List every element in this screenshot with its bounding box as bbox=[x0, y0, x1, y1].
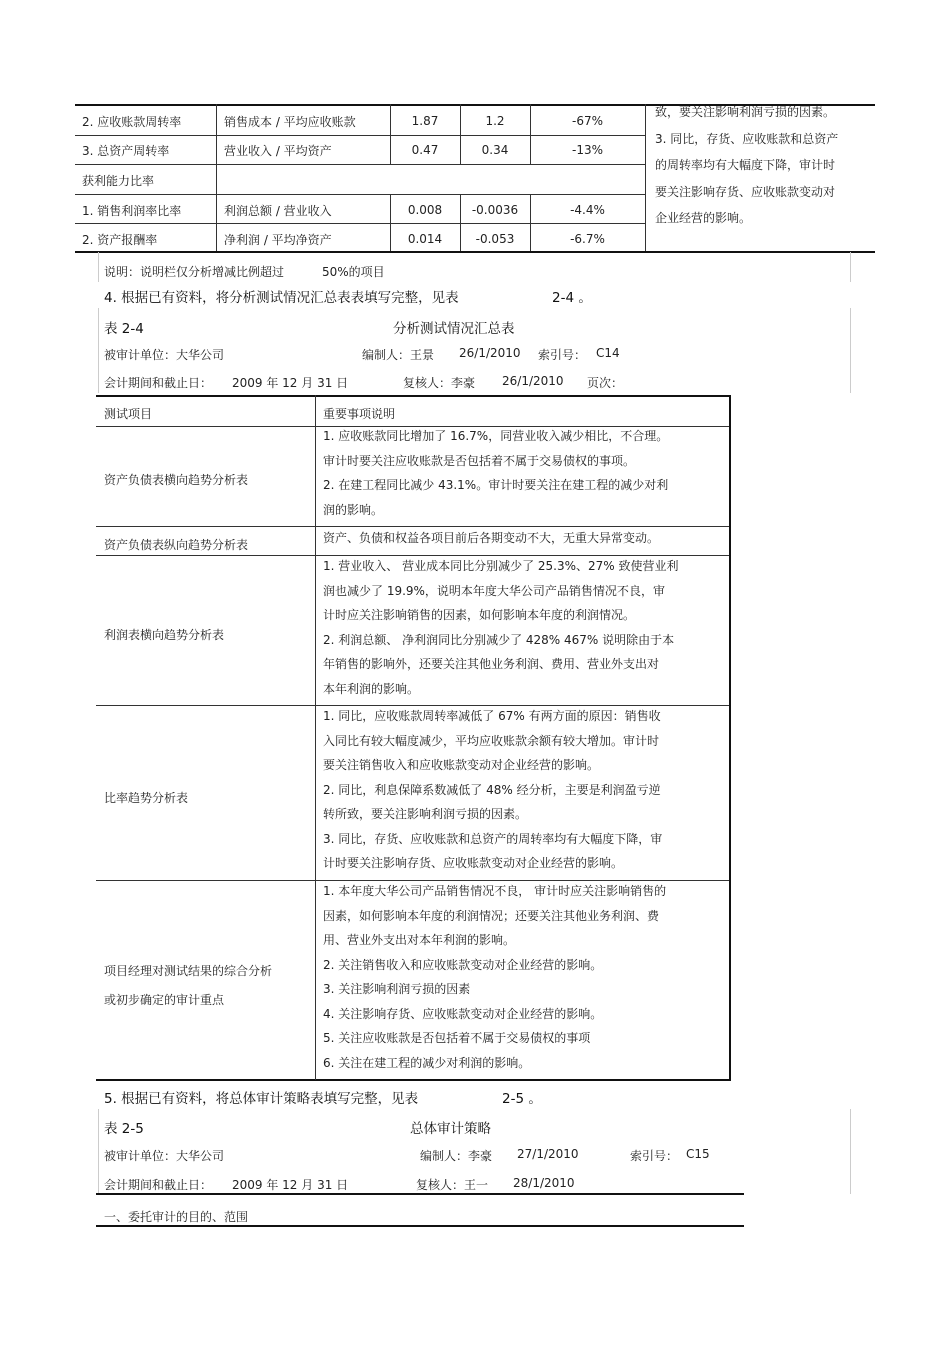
note-line: 计时要关注影响存货、应收账款变动对企业经营的影响。 bbox=[323, 856, 624, 870]
reviewer-date: 26/1/2010 bbox=[502, 374, 564, 388]
note-line: 因素，如何影响本年度的利润情况；还要关注其他业务利润、费 bbox=[323, 908, 660, 923]
test-item-continued: 或初步确定的审计重点 bbox=[104, 993, 225, 1007]
column-header-notes: 重要事项说明 bbox=[323, 407, 396, 421]
note-line: 2. 同比，利息保障系数减低了 48% 经分析，主要是利润盈亏逆 bbox=[323, 782, 661, 797]
note-line: 3. 同比，存货、应收账款和总资产 bbox=[655, 131, 839, 146]
note-line: 年销售的影响外，还要关注其他业务利润、费用、营业外支出对 bbox=[323, 657, 660, 671]
note-line: 用、营业外支出对本年利润的影响。 bbox=[323, 933, 516, 947]
reviewer: 复核人：王一 bbox=[416, 1178, 489, 1192]
note-line: 计时应关注影响销售的因素，如何影响本年度的利润情况。 bbox=[323, 608, 636, 622]
value-curr: -0.0036 bbox=[471, 203, 519, 217]
row-formula: 利润总额 / 营业收入 bbox=[224, 204, 332, 218]
test-notes bbox=[323, 554, 679, 701]
note-line: 1. 同比，应收账款周转率减低了 67% 有两方面的原因：销售收 bbox=[323, 709, 661, 723]
note-line: 致，要关注影响利润亏损的因素。 bbox=[655, 105, 836, 119]
table-title: 分析测试情况汇总表 bbox=[393, 321, 515, 337]
index-value: C14 bbox=[596, 346, 620, 360]
test-item: 比率趋势分析表 bbox=[104, 791, 189, 805]
note-line: 润也减少了 19.9%，说明本年度大华公司产品销售情况不良，审 bbox=[323, 583, 665, 598]
preparer: 编制人：李豪 bbox=[420, 1149, 493, 1163]
value-prev: 0.47 bbox=[411, 143, 439, 157]
value-change: -6.7% bbox=[570, 232, 605, 246]
row-formula: 营业收入 / 平均资产 bbox=[224, 144, 332, 158]
value-change: -13% bbox=[571, 143, 603, 157]
value-curr: 1.2 bbox=[485, 114, 505, 128]
index-label: 索引号： bbox=[538, 348, 587, 362]
note-line: 1. 营业收入、 营业成本同比分别减少了 25.3%、27% 致使营业利 bbox=[323, 559, 679, 573]
reviewer: 复核人：李豪 bbox=[403, 376, 476, 390]
note-line: 4. 关注影响存货、应收账款变动对企业经营的影响。 bbox=[323, 1006, 603, 1021]
footnote-threshold: 50%的项目 bbox=[322, 265, 385, 279]
note-line: 审计时要关注应收账款是否包括着不属于交易债权的事项。 bbox=[323, 453, 636, 468]
note-line: 要关注销售收入和应收账款变动对企业经营的影响。 bbox=[323, 758, 600, 772]
row-label: 获利能力比率 bbox=[82, 174, 155, 188]
note-line: 2. 在建工程同比减少 43.1%。审计时要关注在建工程的减少对利 bbox=[323, 478, 669, 492]
value-prev: 0.014 bbox=[407, 232, 443, 246]
value-change: -4.4% bbox=[570, 203, 605, 217]
note-line: 3. 关注影响利润亏损的因素 bbox=[323, 982, 471, 996]
table-number: 表 2-5 bbox=[104, 1121, 144, 1137]
strategy-row-purpose: 一、委托审计的目的、范围 bbox=[104, 1210, 249, 1224]
section-heading: 4. 根据已有资料，将分析测试情况汇总表表填写完整，见表 bbox=[104, 290, 459, 306]
reviewer-date: 28/1/2010 bbox=[513, 1176, 575, 1190]
table-number: 表 2-4 bbox=[104, 321, 144, 337]
value-prev: 0.008 bbox=[407, 203, 443, 217]
test-item: 利润表横向趋势分析表 bbox=[104, 628, 225, 642]
test-notes bbox=[323, 879, 666, 1075]
index-value: C15 bbox=[686, 1147, 710, 1161]
row-label: 2. 资产报酬率 bbox=[82, 233, 158, 247]
test-item: 资产负债表横向趋势分析表 bbox=[104, 473, 249, 487]
index-label: 索引号： bbox=[630, 1149, 679, 1163]
note-line: 本年利润的影响。 bbox=[323, 681, 420, 696]
row-formula: 销售成本 / 平均应收账款 bbox=[224, 115, 356, 129]
preparer-date: 27/1/2010 bbox=[517, 1147, 579, 1161]
note-line: 1. 本年度大华公司产品销售情况不良， 审计时应关注影响销售的 bbox=[323, 884, 667, 898]
period-value: 2009 年 12 月 31 日 bbox=[232, 1178, 349, 1192]
row-label: 3. 总资产周转率 bbox=[82, 144, 170, 158]
test-notes bbox=[323, 526, 659, 551]
column-header-item: 测试项目 bbox=[104, 407, 153, 421]
value-curr: 0.34 bbox=[481, 143, 509, 157]
test-item: 项目经理对测试结果的综合分析 bbox=[104, 964, 273, 978]
preparer-date: 26/1/2010 bbox=[459, 346, 521, 360]
period-label: 会计期间和截止日： bbox=[104, 1178, 213, 1192]
table-reference: 2-5 。 bbox=[502, 1091, 542, 1107]
row-label: 1. 销售利润率比率 bbox=[82, 204, 182, 218]
value-curr: -0.053 bbox=[475, 232, 515, 246]
note-line: 资产、负债和权益各项目前后各期变动不大，无重大异常变动。 bbox=[323, 531, 660, 545]
note-line: 3. 同比，存货、应收账款和总资产的周转率均有大幅度下降，审 bbox=[323, 831, 663, 846]
period-value: 2009 年 12 月 31 日 bbox=[232, 376, 349, 390]
row-label: 2. 应收账款周转率 bbox=[82, 115, 182, 129]
note-line: 转所致，要关注影响利润亏损的因素。 bbox=[323, 807, 528, 821]
note-line: 的周转率均有大幅度下降，审计时 bbox=[655, 158, 836, 172]
note-line: 5. 关注应收账款是否包括着不属于交易债权的事项 bbox=[323, 1031, 591, 1045]
value-prev: 1.87 bbox=[411, 114, 439, 128]
note-line: 要关注影响存货、应收账款变动对 bbox=[655, 184, 836, 199]
note-line: 2. 利润总额、 净利润同比分别减少了 428% 467% 说明除由于本 bbox=[323, 632, 675, 647]
notes-column bbox=[655, 100, 838, 231]
table-reference: 2-4 。 bbox=[552, 290, 592, 306]
note-line: 6. 关注在建工程的减少对利润的影响。 bbox=[323, 1055, 531, 1070]
value-change: -67% bbox=[571, 114, 603, 128]
row-formula: 净利润 / 平均净资产 bbox=[224, 233, 332, 247]
test-item: 资产负债表纵向趋势分析表 bbox=[104, 538, 249, 552]
table-title: 总体审计策略 bbox=[410, 1121, 491, 1137]
client-name: 被审计单位：大华公司 bbox=[104, 348, 225, 362]
note-line: 1. 应收账款同比增加了 16.7%，同营业收入减少相比，不合理。 bbox=[323, 429, 669, 443]
client-name: 被审计单位：大华公司 bbox=[104, 1149, 225, 1163]
preparer: 编制人：王景 bbox=[362, 348, 435, 362]
note-line: 入同比有较大幅度减少，平均应收账款余额有较大增加。审计时 bbox=[323, 733, 660, 748]
page-label: 页次： bbox=[587, 376, 624, 390]
note-line: 润的影响。 bbox=[323, 502, 384, 517]
note-line: 企业经营的影响。 bbox=[655, 211, 752, 225]
section-heading: 5. 根据已有资料，将总体审计策略表填写完整，见表 bbox=[104, 1091, 419, 1107]
footnote: 说明：说明栏仅分析增减比例超过 bbox=[104, 265, 285, 279]
note-line: 2. 关注销售收入和应收账款变动对企业经营的影响。 bbox=[323, 957, 603, 972]
period-label: 会计期间和截止日： bbox=[104, 376, 213, 390]
test-notes bbox=[323, 704, 662, 876]
test-notes bbox=[323, 424, 668, 522]
